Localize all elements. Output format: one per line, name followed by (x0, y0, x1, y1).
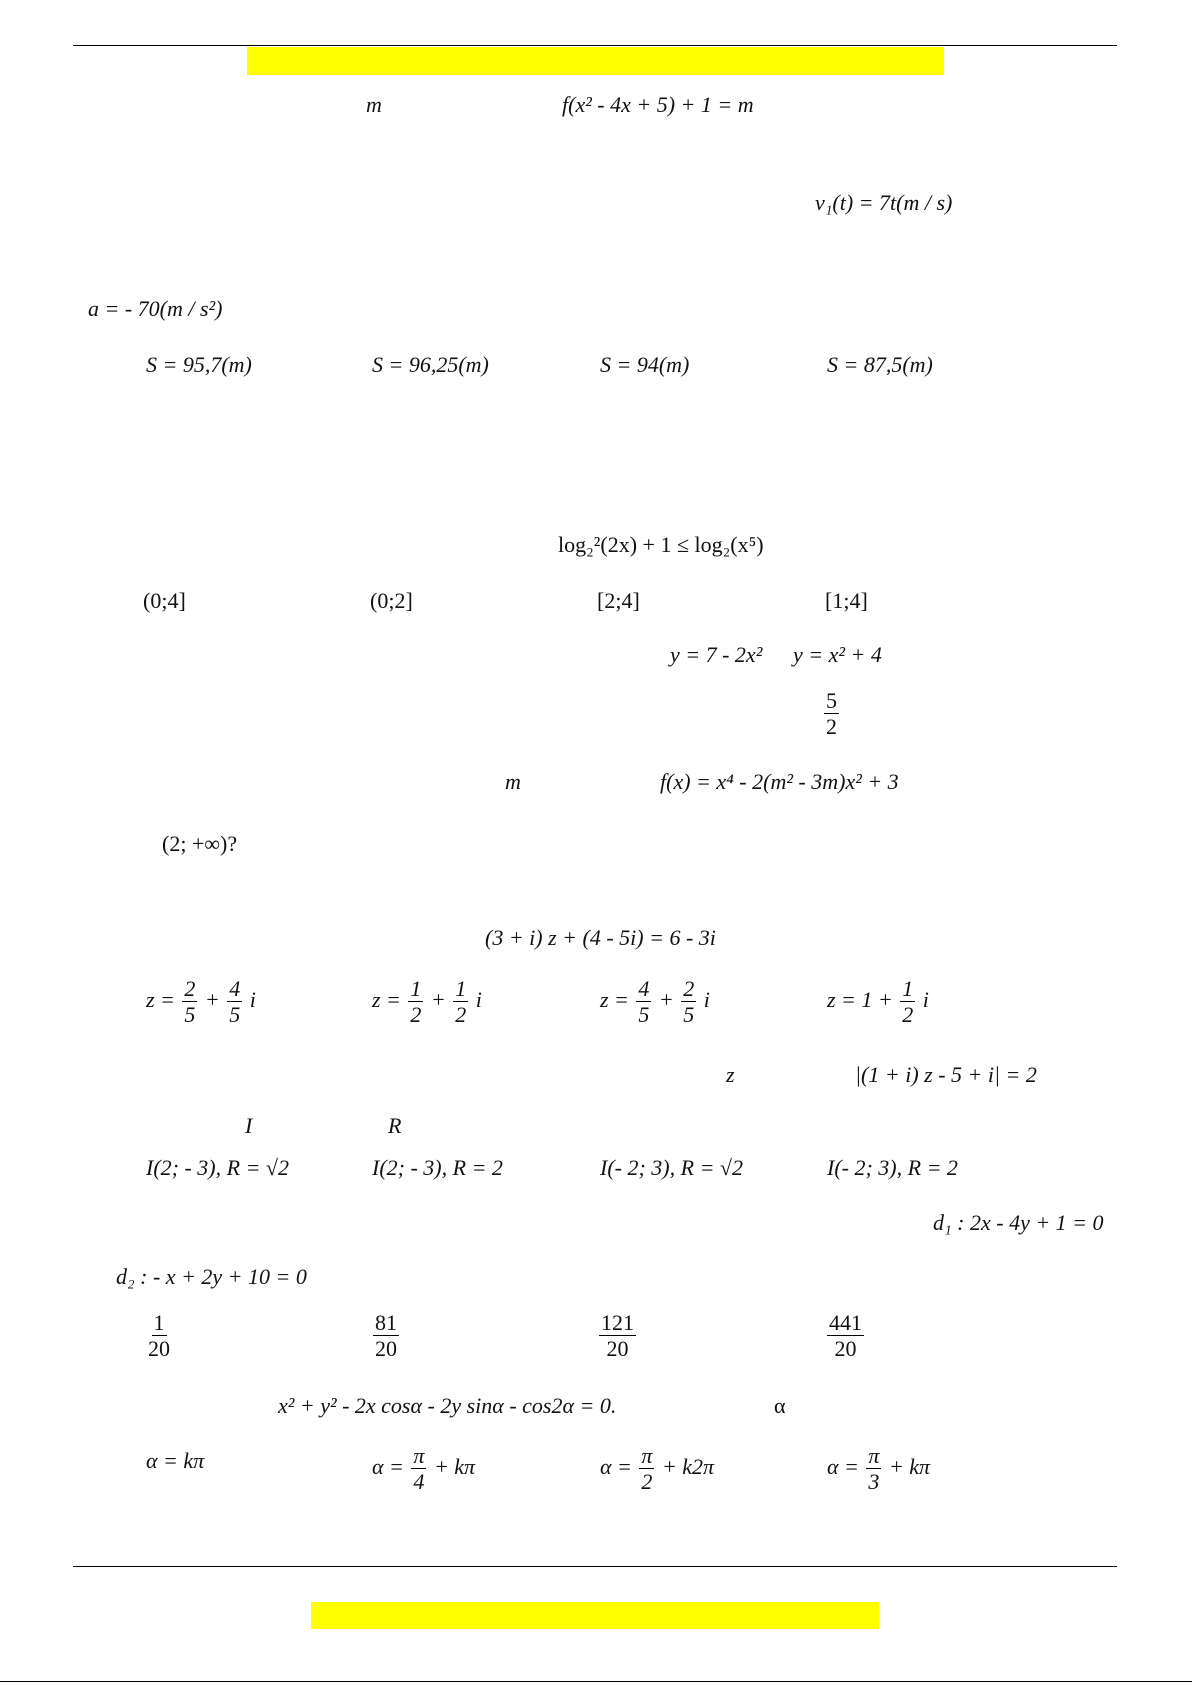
q6-option-c (600, 976, 710, 1028)
q9-param: α (774, 1393, 786, 1418)
q6-option-d-frac1-den: 2 (902, 1002, 914, 1028)
q7-center-label: I (245, 1113, 253, 1138)
q9-option-c-num: π (641, 1443, 653, 1468)
q8-option-a (144, 1310, 174, 1362)
q9-option-b-prefix: α = (372, 1453, 404, 1479)
q4-fraction (822, 688, 841, 740)
q6-option-a-frac1-den: 5 (184, 1002, 196, 1028)
q8-option-c (597, 1310, 638, 1362)
q6-option-d (827, 976, 929, 1028)
q9-option-b-num: π (413, 1443, 425, 1468)
q9-option-d-num: π (868, 1443, 880, 1468)
q9-option-b-den: 4 (413, 1469, 425, 1495)
q8-option-b (371, 1310, 401, 1362)
q6-option-c-frac2-den: 5 (683, 1002, 695, 1028)
q2-option-d: S = 87,5(m) (827, 352, 933, 377)
q3-option-b: (0;2] (370, 588, 413, 613)
q6-option-b-suffix: i (475, 986, 482, 1012)
q6-option-b-frac1-den: 2 (410, 1002, 422, 1028)
q7-var: z (726, 1062, 735, 1087)
q8-option-d-num: 441 (829, 1310, 862, 1335)
q6-option-b-frac2-den: 2 (455, 1002, 467, 1028)
q6-option-a-frac2-den: 5 (229, 1002, 241, 1028)
footer-rule (73, 1566, 1117, 1567)
q9-option-d-den: 3 (868, 1469, 880, 1495)
q6-option-c-frac1-den: 5 (638, 1002, 650, 1028)
q7-option-c: I(- 2; 3), R = √2 (600, 1155, 743, 1180)
q9-option-c-prefix: α = (600, 1453, 632, 1479)
q6-option-d-suffix: i (922, 986, 929, 1012)
q6-option-b-frac2-num: 1 (455, 976, 467, 1001)
q6-option-b-frac1-num: 1 (410, 976, 422, 1001)
q3-option-a: (0;4] (143, 588, 186, 613)
q6-option-a-suffix: i (249, 986, 256, 1012)
q3-option-c: [2;4] (597, 588, 640, 613)
q4-fraction-numerator: 5 (826, 688, 837, 713)
q9-option-d (827, 1443, 930, 1495)
q6-option-c-frac2-num: 2 (683, 976, 695, 1001)
q6-option-c-frac1-num: 4 (638, 976, 650, 1001)
q3-option-d: [1;4] (825, 588, 868, 613)
q6-option-c-suffix: i (703, 986, 710, 1012)
q2-option-b: S = 96,25(m) (372, 352, 489, 377)
footer-highlight-bar (311, 1602, 879, 1629)
q5-param: m (505, 769, 521, 794)
q6-option-c-plus: + (658, 986, 674, 1012)
q8-option-d-den: 20 (834, 1336, 857, 1362)
q8-option-b-den: 20 (375, 1336, 397, 1362)
q6-option-d-frac1-num: 1 (902, 976, 914, 1001)
q8-line-2: d₂ : - x + 2y + 10 = 0 (116, 1264, 307, 1289)
q4-curve-2: y = x² + 4 (793, 642, 882, 667)
q6-option-a-plus: + (204, 986, 220, 1012)
q7-condition: |(1 + i) z - 5 + i| = 2 (855, 1062, 1037, 1087)
q5-interval: (2; +∞)? (162, 831, 238, 856)
q6-option-a-frac1-num: 2 (184, 976, 196, 1001)
q8-option-b-num: 81 (375, 1310, 397, 1335)
q6-option-a-frac2-num: 4 (229, 976, 241, 1001)
q9-option-a-text: α = kπ (146, 1448, 205, 1473)
header-rule (73, 45, 1117, 46)
q9-option-d-prefix: α = (827, 1453, 859, 1479)
q6-option-c-prefix: z = (600, 986, 629, 1012)
q9-option-c-den: 2 (641, 1469, 653, 1495)
page-bottom-rule (0, 1681, 1192, 1682)
q9-option-a (146, 1448, 204, 1474)
q6-option-d-prefix: z = 1 + (827, 986, 893, 1012)
q9-option-b-suffix: + kπ (433, 1453, 476, 1479)
q8-option-a-den: 20 (148, 1336, 170, 1362)
q8-option-d (825, 1310, 866, 1362)
q6-option-b (372, 976, 482, 1028)
q3-inequality: log₂²(2x) + 1 ≤ log₂(x⁵) (558, 532, 764, 557)
q6-option-b-prefix: z = (372, 986, 401, 1012)
q9-option-d-suffix: + kπ (888, 1453, 931, 1479)
q2-velocity: v₁(t) = 7t(m / s) (815, 190, 953, 215)
q9-equation: x² + y² - 2x cosα - 2y sinα - cos2α = 0. (278, 1393, 617, 1418)
q6-option-a (146, 976, 256, 1028)
q6-equation: (3 + i) z + (4 - 5i) = 6 - 3i (485, 925, 716, 950)
q1-equation: f(x² - 4x + 5) + 1 = m (562, 92, 754, 117)
header-highlight-bar (247, 47, 944, 75)
q7-option-b: I(2; - 3), R = 2 (372, 1155, 503, 1180)
q2-option-c: S = 94(m) (600, 352, 690, 377)
q4-fraction-denominator: 2 (826, 714, 837, 740)
q2-acceleration: a = - 70(m / s²) (88, 296, 223, 321)
q7-option-d: I(- 2; 3), R = 2 (827, 1155, 958, 1180)
q9-option-b (372, 1443, 475, 1495)
q8-option-c-den: 20 (606, 1336, 629, 1362)
q9-option-c-suffix: + k2π (661, 1453, 715, 1479)
q4-curve-1: y = 7 - 2x² (670, 642, 763, 667)
q7-radius-label: R (388, 1113, 402, 1138)
q8-option-c-num: 121 (601, 1310, 634, 1335)
q2-option-a: S = 95,7(m) (146, 352, 252, 377)
q1-param: m (366, 92, 382, 117)
q8-option-a-num: 1 (153, 1310, 165, 1335)
q9-option-c (600, 1443, 714, 1495)
q6-option-a-prefix: z = (146, 986, 175, 1012)
q6-option-b-plus: + (430, 986, 446, 1012)
q7-option-a: I(2; - 3), R = √2 (146, 1155, 289, 1180)
q5-function: f(x) = x⁴ - 2(m² - 3m)x² + 3 (660, 769, 899, 794)
q8-line-1: d₁ : 2x - 4y + 1 = 0 (933, 1210, 1104, 1235)
